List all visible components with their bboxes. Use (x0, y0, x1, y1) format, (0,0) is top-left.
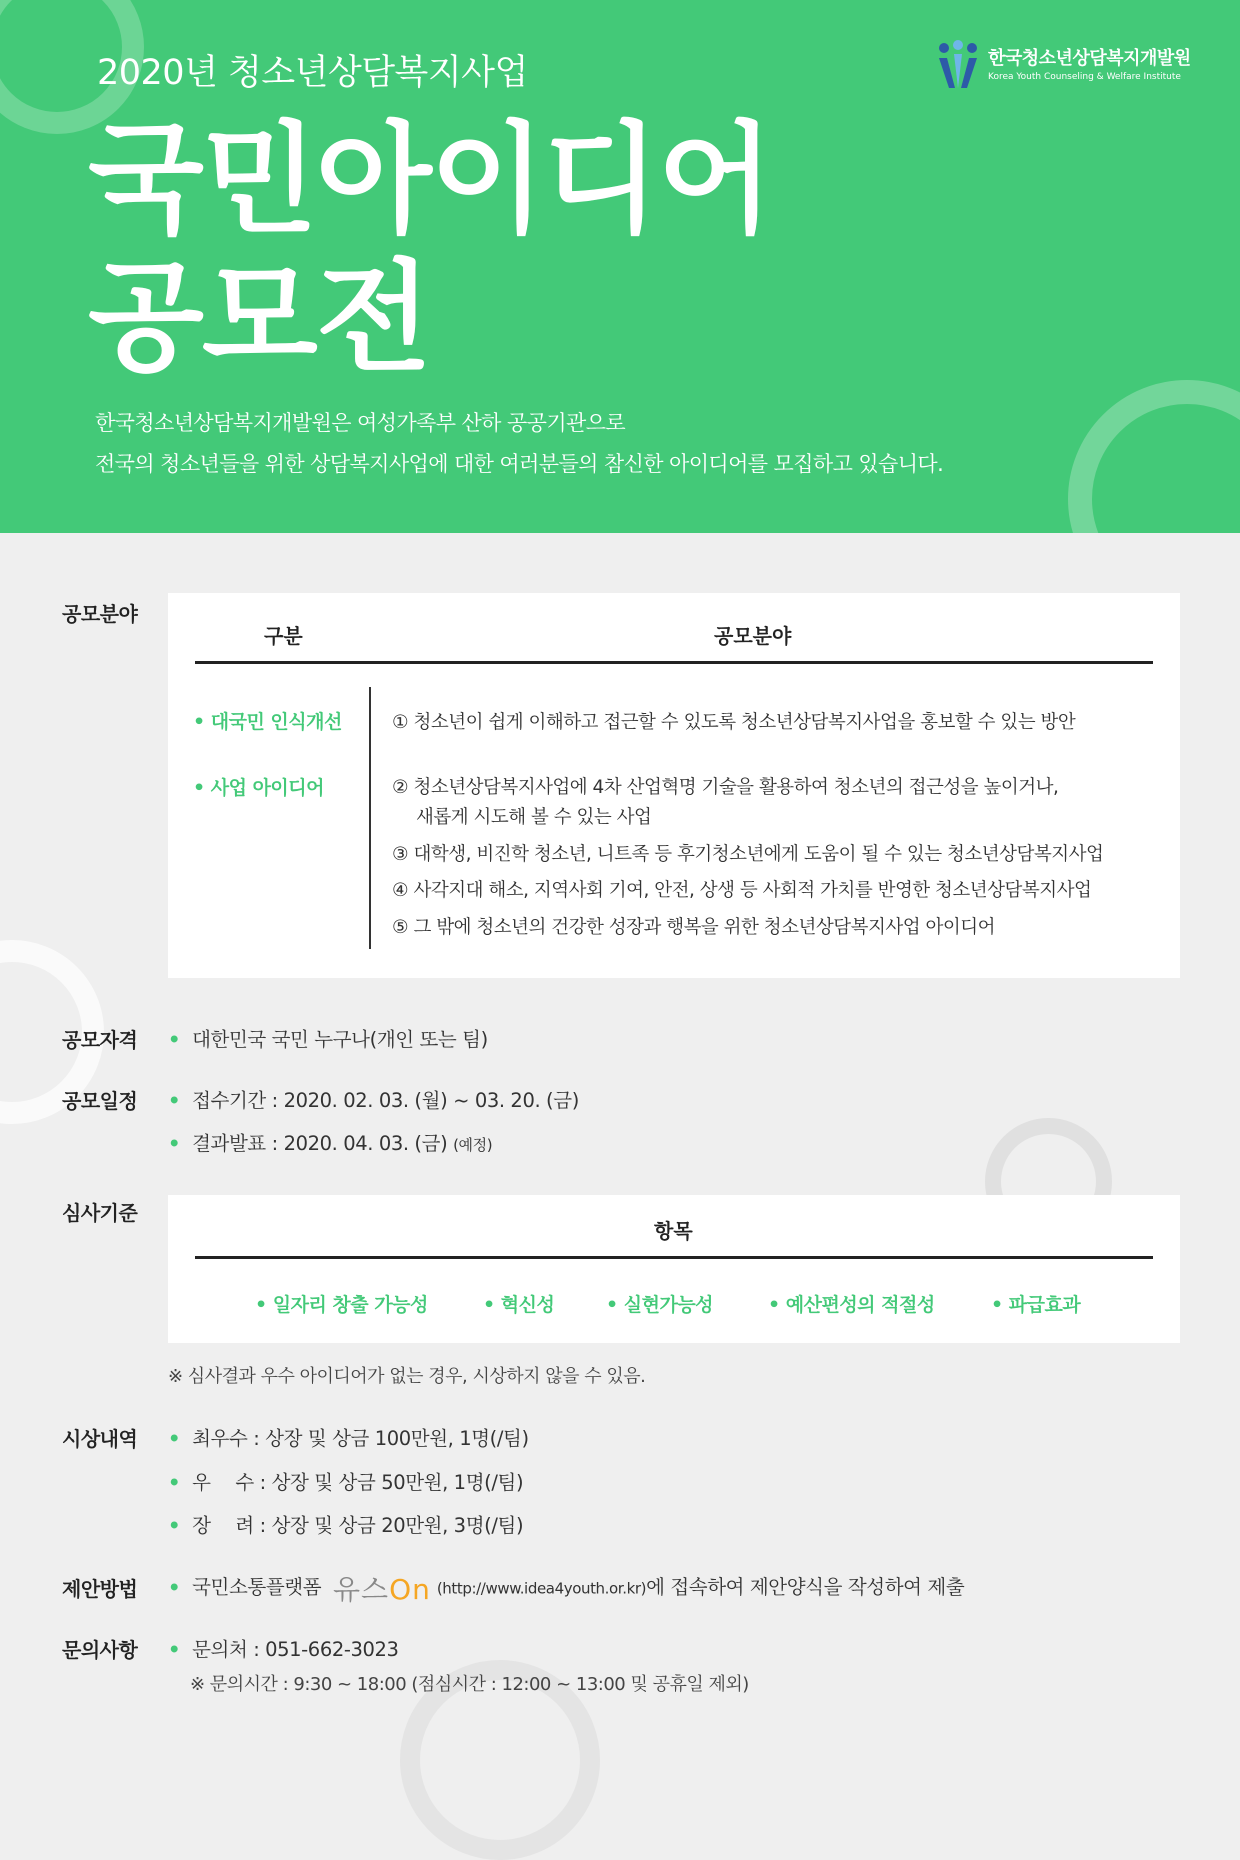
field-item-2-cont: 새롭게 시도해 볼 수 있는 사업 (416, 807, 652, 828)
field-item-2: ② 청소년상담복지사업에 4차 산업혁명 기술을 활용하여 청소년의 접근성을 높이거나, (392, 777, 1059, 798)
field-item-5: ⑤ 그 밖에 청소년의 건강한 성장과 행복을 위한 청소년상담복지사업 아이디어 (392, 917, 996, 938)
schedule-application-period: 접수기간 : 2020. 02. 03. (월) ~ 03. 20. (금) (192, 1089, 579, 1112)
eligibility-text: 대한민국 국민 누구나(개인 또는 팀) (192, 1028, 488, 1051)
bullet-dot: • (168, 1089, 181, 1112)
award-encouragement: 장 려 : 상장 및 상금 20만원, 3명(/팀) (192, 1514, 524, 1537)
criterion-feasibility: • 실현가능성 (606, 1294, 714, 1316)
section-label-awards: 시상내역 (62, 1427, 138, 1451)
criterion-impact: • 파급효과 (991, 1294, 1081, 1316)
kyci-logo-icon (936, 40, 980, 90)
section-label-field: 공모분야 (62, 602, 138, 626)
bullet-dot: • (168, 1514, 181, 1537)
bullet-dot: • (168, 1132, 181, 1155)
award-row-1 (168, 1423, 529, 1451)
criterion-budget: • 예산편성의 적절성 (768, 1294, 935, 1316)
logo-name: 한국청소년상담복지개발원 (988, 48, 1191, 69)
title-line-1: 국민아이디어 (88, 111, 772, 250)
table-header-category: 구분 (264, 624, 303, 648)
field-item-4: ④ 사각지대 해소, 지역사회 기여, 안전, 상생 등 사회적 가치를 반영한 청소년상담복지사업 (392, 880, 1092, 901)
award-grand: 최우수 : 상장 및 상금 100만원, 1명(/팀) (192, 1427, 529, 1450)
submission-url[interactable]: (http://www.idea4youth.or.kr) (436, 1579, 647, 1598)
intro-line-2: 전국의 청소년들을 위한 상담복지사업에 대한 여러분들의 참신한 아이디어를 모집하고 있습니다. (95, 452, 944, 476)
title-line-2: 공모전 (88, 249, 430, 388)
header-banner (0, 0, 1240, 533)
intro-text (95, 403, 943, 485)
award-row-3 (168, 1510, 523, 1538)
section-label-schedule: 공모일정 (62, 1089, 138, 1113)
youth-on-logo-text: 유스 (332, 1573, 390, 1606)
contact-phone: 문의처 : 051-662-3023 (192, 1638, 399, 1661)
organization-logo (936, 40, 1196, 90)
bullet-dot: • (168, 1471, 181, 1494)
criterion-innovation: • 혁신성 (483, 1294, 555, 1316)
field-item-1: ① 청소년이 쉽게 이해하고 접근할 수 있도록 청소년상담복지사업을 홍보할 수 있는 방안 (392, 712, 1076, 733)
decorative-ring (1068, 380, 1240, 533)
table-divider (369, 687, 371, 949)
schedule-tentative: (예정) (453, 1136, 493, 1154)
contact-row (168, 1634, 399, 1662)
category-public-awareness: • 대국민 인식개선 (193, 711, 342, 733)
submission-prefix: 국민소통플랫폼 (192, 1575, 322, 1599)
section-label-contact: 문의사항 (62, 1638, 138, 1662)
eligibility-row (168, 1024, 488, 1052)
logo-subtitle: Korea Youth Counseling & Welfare Institute (988, 72, 1181, 82)
bullet-dot: • (168, 1638, 181, 1661)
criteria-table-card (168, 1195, 1180, 1343)
page-title (88, 112, 772, 388)
criteria-header-rule (195, 1256, 1153, 1259)
section-label-criteria: 심사기준 (62, 1201, 138, 1225)
schedule-row-2 (168, 1128, 492, 1156)
youth-on-logo (333, 1568, 431, 1608)
criteria-note: ※ 심사결과 우수 아이디어가 없는 경우, 시상하지 않을 수 있음. (168, 1366, 646, 1387)
award-excellence: 우 수 : 상장 및 상금 50만원, 1명(/팀) (192, 1471, 524, 1494)
bullet-dot: • (168, 1427, 181, 1450)
criterion-job-creation: • 일자리 창출 가능성 (255, 1294, 428, 1316)
schedule-row-1 (168, 1085, 579, 1113)
schedule-announcement: 결과발표 : 2020. 04. 03. (금) (192, 1132, 448, 1155)
event-subtitle: 2020년 청소년상담복지사업 (97, 53, 528, 93)
category-business-idea: • 사업 아이디어 (193, 777, 324, 799)
award-row-2 (168, 1467, 523, 1495)
section-label-submission: 제안방법 (62, 1577, 138, 1601)
section-label-eligibility: 공모자격 (62, 1028, 138, 1052)
table-header-rule (195, 661, 1153, 664)
bullet-dot: • (168, 1575, 181, 1599)
youth-on-logo-on: On (389, 1573, 431, 1606)
submission-suffix: 에 접속하여 제안양식을 작성하여 제출 (646, 1575, 965, 1599)
criteria-header: 항목 (654, 1219, 693, 1243)
field-item-3: ③ 대학생, 비진학 청소년, 니트족 등 후기청소년에게 도움이 될 수 있는 청소년상담복지사업 (392, 844, 1104, 865)
bullet-dot: • (168, 1028, 181, 1051)
intro-line-1: 한국청소년상담복지개발원은 여성가족부 산하 공공기관으로 (95, 411, 626, 435)
contact-hours: ※ 문의시간 : 9:30 ~ 18:00 (점심시간 : 12:00 ~ 13:00 및 공휴일 제외) (190, 1674, 749, 1695)
table-header-field: 공모분야 (714, 624, 792, 648)
submission-row (168, 1568, 964, 1608)
